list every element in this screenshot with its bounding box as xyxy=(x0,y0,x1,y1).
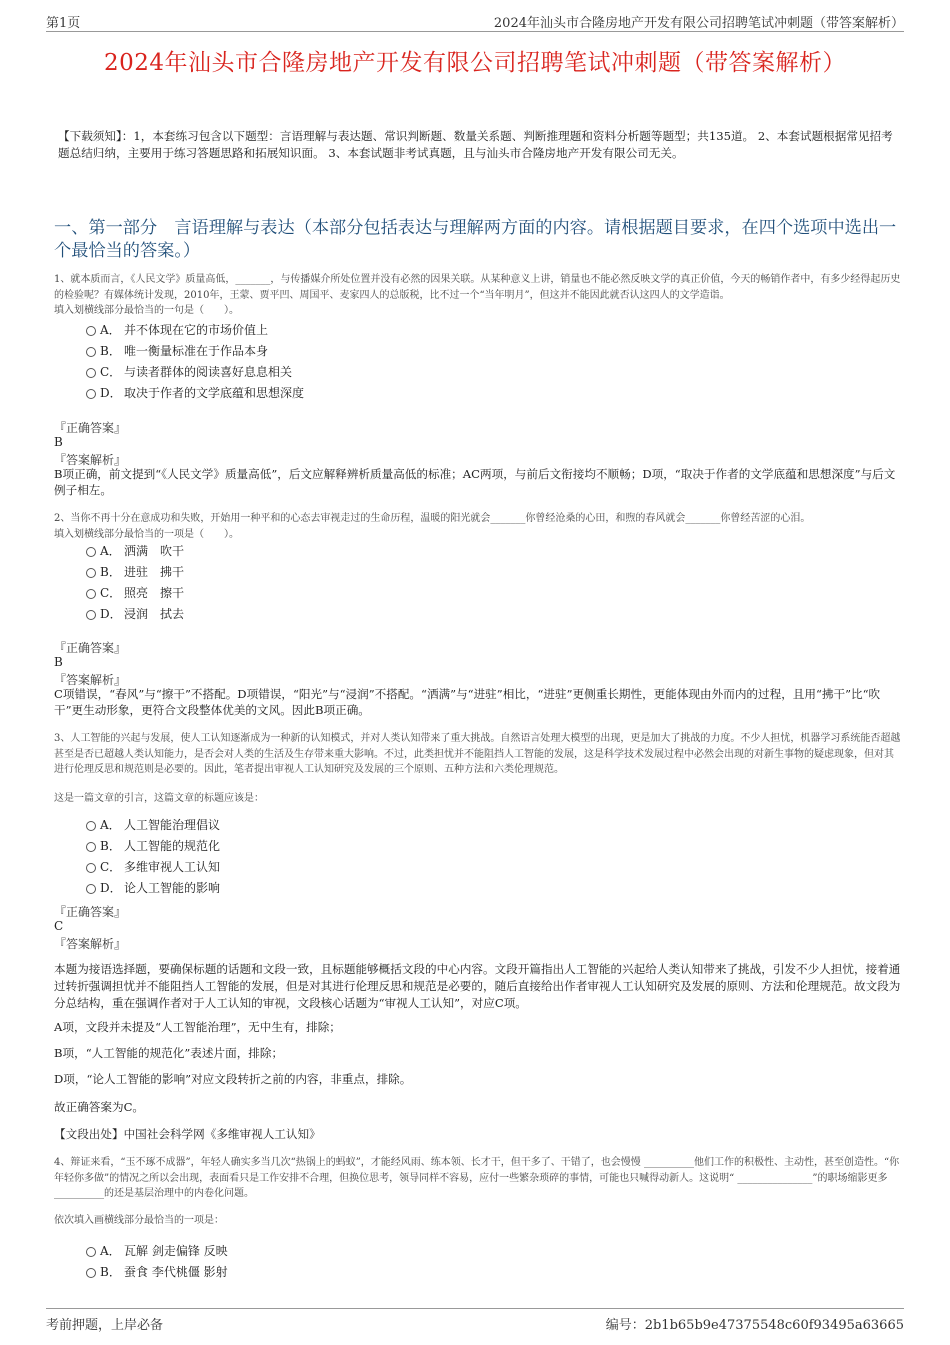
q2-answer-label: 『正确答案』 xyxy=(54,641,127,655)
radio-icon[interactable] xyxy=(86,884,96,894)
q1-analysis-label: 『答案解析』 xyxy=(54,453,127,467)
radio-icon[interactable] xyxy=(86,389,96,399)
page-title: 2024年汕头市合隆房地产开发有限公司招聘笔试冲刺题（带答案解析） xyxy=(103,50,847,76)
q3-analysis-label: 『答案解析』 xyxy=(54,937,127,951)
q3-option-a[interactable]: A． 人工智能治理倡议 xyxy=(86,815,220,836)
header-rule xyxy=(46,31,904,32)
q3-conclusion: 故正确答案为C。 xyxy=(54,1100,145,1114)
header-doc-title: 2024年汕头市合隆房地产开发有限公司招聘笔试冲刺题（带答案解析） xyxy=(493,16,904,31)
download-notice: 【下载须知】：1，本套练习包含以下题型：言语理解与表达题、常识判断题、数量关系题、判断推理题和资料分析题等题型；共135道。 2、本套试题根据常见招考题总结归纳，主要用于练习答题思路和拓展知识面。 3、本套试题非考试真题，且与汕头市合隆房地产开发有限公司无关。 xyxy=(58,129,893,160)
q2-options xyxy=(86,541,184,625)
footer-slogan: 考前押题，上岸必备 xyxy=(46,1318,164,1333)
q1-stem-text: 1、就本质而言，《人民文学》质量高低，_______，与传播媒介所处位置并没有必然的因果关联。从某种意义上讲，销量也不能必然反映文学的真正价值，今天的畅销作者中，有多少经得起历史的检验呢？有媒体统计发现，2010年，王蒙、贾平凹、周国平、麦家四人的总版税，比不过一个“当年明月”，但这并不能因此就否认这四人的文学造诣。 xyxy=(54,274,901,301)
q3-note-d: D项，“论人工智能的影响”对应文段转折之前的内容，非重点，排除。 xyxy=(54,1072,412,1086)
q1-option-b[interactable]: B． 唯一衡量标准在于作品本身 xyxy=(86,341,304,362)
radio-icon[interactable] xyxy=(86,368,96,378)
q1-answer-label: 『正确答案』 xyxy=(54,421,127,435)
page-number: 第1页 xyxy=(46,16,81,31)
page-header xyxy=(46,10,904,30)
q4-prompt: 依次填入画横线部分最恰当的一项是： xyxy=(54,1215,224,1226)
radio-icon[interactable] xyxy=(86,347,96,357)
q3-note-b: B项，“人工智能的规范化”表述片面，排除； xyxy=(54,1046,284,1060)
q1-option-a[interactable]: A． 并不体现在它的市场价值上 xyxy=(86,320,304,341)
q4-option-a[interactable]: A． 瓦解 剑走偏锋 反映 xyxy=(86,1241,228,1262)
question-1-stem xyxy=(54,272,902,319)
q1-prompt: 填入划横线部分最恰当的一句是（ ）。 xyxy=(54,305,239,316)
q2-option-c[interactable]: C． 照亮 擦干 xyxy=(86,583,184,604)
radio-icon[interactable] xyxy=(86,568,96,578)
q3-answer: C xyxy=(54,919,64,933)
q3-option-d[interactable]: D． 论人工智能的影响 xyxy=(86,878,220,899)
radio-icon[interactable] xyxy=(86,326,96,336)
q3-prompt: 这是一篇文章的引言，这篇文章的标题应该是： xyxy=(54,793,264,804)
footer-serial: 编号：2b1b65b9e47375548c60f93495a63665 xyxy=(605,1318,904,1333)
q2-option-b[interactable]: B． 进驻 拂干 xyxy=(86,562,184,583)
q1-options xyxy=(86,320,304,404)
section-heading: 一、第一部分 言语理解与表达（本部分包括表达与理解两方面的内容。请根据题目要求，在四个选项中选出一个最恰当的答案。） xyxy=(54,218,897,261)
q3-options xyxy=(86,815,220,899)
q4-options xyxy=(86,1241,228,1283)
q2-stem-text: 2、当你不再十分在意成功和失败，开始用一种平和的心态去审视走过的生命历程，温暖的阳光就会_______你曾经沧桑的心田，和煦的春风就会_______你曾经苦涩的心泪。 xyxy=(54,513,811,524)
q2-option-d[interactable]: D． 浸润 拭去 xyxy=(86,604,184,625)
q2-analysis: C项错误，“春风”与“擦干”不搭配。D项错误，“阳光”与“浸润”不搭配。“洒满”与“进驻”相比，“进驻”更侧重长期性，更能体现由外而内的过程，且用“拂干”比“吹干”更生动形象，更符合文段整体优美的文风。因此B项正确。 xyxy=(54,687,881,717)
q1-option-c[interactable]: C． 与读者群体的阅读喜好息息相关 xyxy=(86,362,304,383)
q3-option-c[interactable]: C． 多维审视人工认知 xyxy=(86,857,220,878)
q1-answer: B xyxy=(54,435,63,449)
footer-rule xyxy=(46,1308,904,1309)
q3-analysis: 本题为接语选择题，要确保标题的话题和文段一致，且标题能够概括文段的中心内容。文段开篇指出人工智能的兴起给人类认知带来了挑战，引发不少人担忧，接着通过转折强调担忧并不能阻挡人工智能的发展，但是对其进行伦理反思和规范是必要的，随后直接给出作者审视人工认知研究及发展的原则、方法和伦理规范。故文段为分总结构，重在强调作者对于人工认知的审视，文段核心话题为“审视人工认知”，对应C项。 xyxy=(54,962,901,1010)
q1-option-d[interactable]: D． 取决于作者的文学底蕴和思想深度 xyxy=(86,383,304,404)
q3-option-b[interactable]: B． 人工智能的规范化 xyxy=(86,836,220,857)
radio-icon[interactable] xyxy=(86,610,96,620)
radio-icon[interactable] xyxy=(86,589,96,599)
q3-source: 【文段出处】中国社会科学网《多维审视人工认知》 xyxy=(54,1127,321,1141)
q4-option-b[interactable]: B． 蚕食 李代桃僵 影射 xyxy=(86,1262,228,1283)
question-4-stem: 4、辩证来看，“玉不琢不成器”，年轻人确实多当几次“热锅上的蚂蚁”，才能经风雨、练本领、长才干，但干多了、干错了，也会慢慢 __________他们工作的积极性、主动性，甚至创造性。“你年轻你多做”的情况之所以会出现，表面看只是工作安排不合理，但换位思考，领导同样不容易，应付一些繁杂琐碎的事情，可能也只喊得动新人。这说明“ _______________”的职场缩影更多 __________的还是基层治理中的内卷化问题。 xyxy=(54,1157,900,1199)
radio-icon[interactable] xyxy=(86,842,96,852)
radio-icon[interactable] xyxy=(86,547,96,557)
question-2-stem xyxy=(54,511,902,542)
q1-analysis: B项正确，前文提到“《人民文学》质量高低”，后文应解释辨析质量高低的标准；AC两项，与前后文衔接均不顺畅；D项，“取决于作者的文学底蕴和思想深度”与后文例子相左。 xyxy=(54,467,896,497)
q3-answer-label: 『正确答案』 xyxy=(54,905,127,919)
q2-prompt: 填入划横线部分最恰当的一项是（ ）。 xyxy=(54,528,239,540)
question-3-stem: 3、人工智能的兴起与发展，使人工认知逐渐成为一种新的认知模式，并对人类认知带来了重大挑战。自然语言处理大模型的出现，更是加大了挑战的力度。不少人担忧，机器学习系统能否超越甚至是否已超越人类认知能力，是否会对人类的生活及生存带来重大影响。不过，此类担忧并不能阻挡人工智能的发展，这是科学技术发展过程中必然会出现的对新生事物的疑虑现象，但对其进行伦理反思和规范则是必要的。因此，笔者提出审视人工认知研究及发展的三个原则、五种方法和六类伦理规范。 xyxy=(54,733,901,775)
q2-option-a[interactable]: A． 洒满 吹干 xyxy=(86,541,184,562)
q2-analysis-label: 『答案解析』 xyxy=(54,673,127,687)
radio-icon[interactable] xyxy=(86,1268,96,1278)
q3-note-a: A项，文段并未提及“人工智能治理”，无中生有，排除； xyxy=(54,1020,341,1034)
radio-icon[interactable] xyxy=(86,1247,96,1257)
q2-answer: B xyxy=(54,655,63,669)
radio-icon[interactable] xyxy=(86,821,96,831)
radio-icon[interactable] xyxy=(86,863,96,873)
